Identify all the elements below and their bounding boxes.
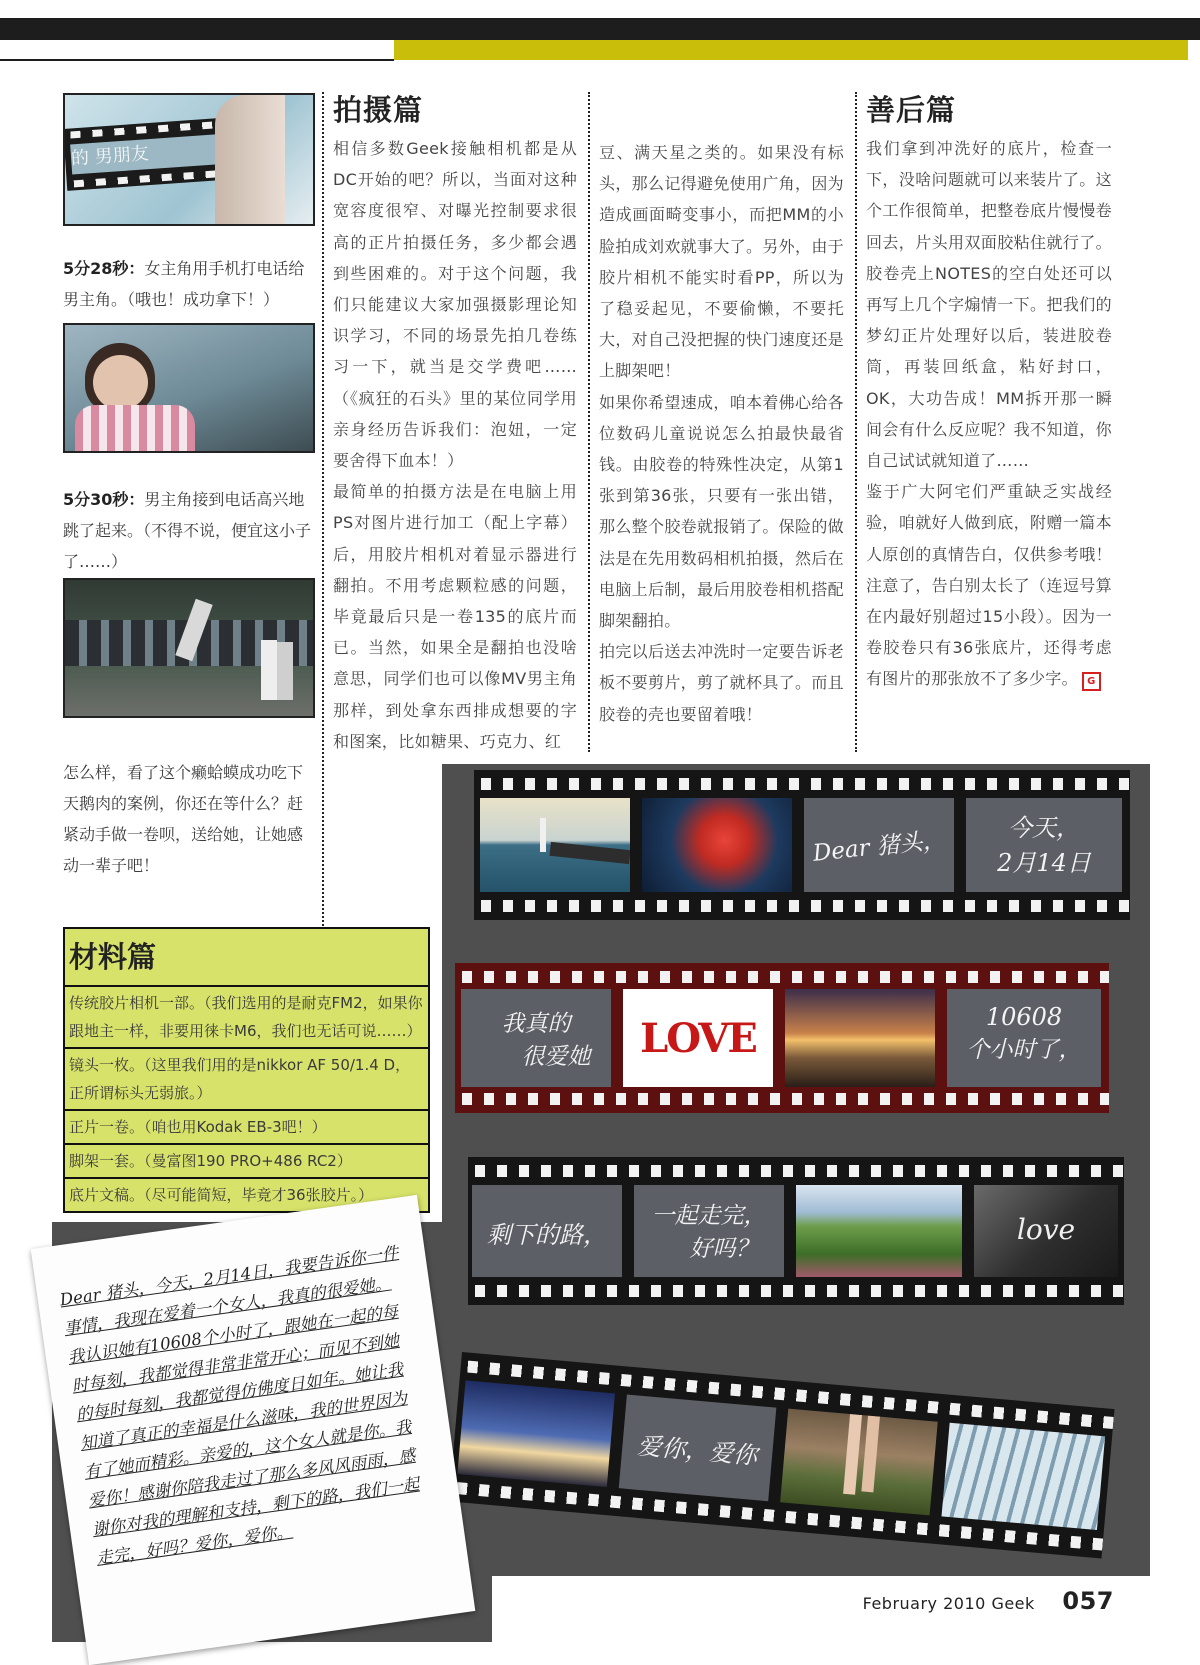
film-frame-legs-grass [780, 1409, 938, 1516]
section-title-shooting: 拍摄篇 [333, 93, 424, 127]
paragraph: 我们拿到冲洗好的底片，检查一下，没啥问题就可以来装片了。这个工作很简单，把整卷底片慢慢卷回去，片头用双面胶粘住就行了。胶卷壳上NOTES的空白处还可以再写上几个字煽情一下。把我们的梦幻正片处理好以后，装进胶卷筒，再装回纸盒，粘好封口，OK，大功告成！MM拆开那一瞬间会有什么反应呢？我不知道，你自己试试就知道了…… [866, 139, 1112, 471]
film-frame-text: 我真的 [501, 1011, 571, 1037]
section-title-aftercare: 善后篇 [866, 93, 957, 127]
paragraph: 拍完以后送去冲洗时一定要告诉老板不要剪片，剪了就杯具了。而且胶卷的壳也要留着哦！ [599, 642, 844, 724]
caption-530 [63, 484, 313, 577]
aftercare-body [866, 133, 1112, 695]
mv-still-boy-jumping [63, 578, 315, 718]
film-frame-flower-field [796, 1185, 962, 1277]
materials-item: 镜头一枚。（这里我们用的是nikkor AF 50/1.4 D，正所谓标头无弱旅。） [65, 1049, 428, 1111]
film-frame-text: 一起走完， [651, 1203, 767, 1229]
film-frame-text: 今天， [1008, 814, 1080, 842]
film-frame-love-logo [623, 989, 773, 1087]
caption-conclusion: 怎么样，看了这个癞蛤蟆成功吃下天鹅肉的案例，你还在等什么？赶紧动手做一卷呗，送给她，让她感动一辈子吧！ [63, 763, 304, 875]
film-frame-text: 个小时了， [966, 1037, 1082, 1063]
film-piece [63, 117, 237, 191]
column-divider [855, 92, 857, 752]
film-frame-sunset-beach [785, 989, 935, 1087]
pier-shape [549, 842, 630, 864]
love-logo-text: LOVE [640, 1015, 756, 1062]
caption-time: 5分30秒： [63, 490, 145, 509]
mv-still-girl-phone [63, 323, 315, 453]
film-frame-red-flower [642, 798, 792, 892]
film-piece-text: 的 男朋友 [70, 134, 230, 175]
hand-shape [215, 95, 285, 224]
materials-item: 脚架一套。（曼富图190 PRO+486 RC2） [65, 1145, 428, 1179]
materials-box [63, 927, 430, 1213]
paragraph: 最简单的拍摄方法是在电脑上用PS对图片进行加工（配上字幕）后，用胶片相机对着显示器进行翻拍。不用考虑颗粒感的问题，毕竟最后只是一卷135的底片而已。当然，如果全是翻拍也没啥意思，同学们也可以像MV男主角那样，到处拿东西排成想要的字和图案，比如糖果、巧克力、红 [333, 482, 577, 751]
caption-time: 5分28秒： [63, 259, 145, 278]
film-frame-date [966, 798, 1122, 892]
girl-face [93, 355, 148, 410]
paragraph-text: 鉴于广大阿宅们严重缺乏实战经验，咱就好人做到底，附赠一篇本人原创的真情告白，仅供参考哦！注意了，告白别太长了（连逗号算在内最好别超过15小段）。因为一卷胶卷只有36张底片，还得考虑有图片的那张放不了多少字。 [866, 482, 1112, 689]
end-mark-icon: G [1082, 672, 1101, 691]
film-frame-text: 2月14日 [997, 849, 1091, 877]
film-frame-love-her [461, 989, 611, 1087]
letter-text: Dear 猪头，今天，2月14日，我要告诉你一件事情，我现在爱着一个女人，我真的很爱她。我认识她有10608个小时了，跟她在一起的每时每刻，我都觉得非常非常开心；而见不到她的每时每刻，我都觉得仿佛度日如年。她让我知道了真正的幸福是什么滋味，我的世界因为有了她而精彩。亲爱的，这个女人就是你。我爱你！感谢你陪我走过了那么多风风雨雨，感谢你对我的理解和支持，剩下的路，我们一起走完，好吗？爱你，爱你。 [58, 1243, 421, 1568]
film-frame-text: 剩下的路， [487, 1221, 607, 1249]
caption-528 [63, 253, 313, 315]
film-frame-lighthouse [480, 798, 630, 892]
footer-year: 2010 [943, 1594, 986, 1613]
materials-item: 传统胶片相机一部。（我们选用的是耐克FM2，如果你跟地主一样，非要用徕卡M6，我们也无话可说……） [65, 987, 428, 1049]
film-frame-hours [947, 989, 1101, 1087]
film-frame-text: 10608 [985, 1003, 1063, 1031]
film-frame-dear [804, 798, 954, 892]
leg-shape [843, 1414, 862, 1495]
shooting-section [333, 88, 577, 757]
shooting-body [333, 133, 577, 757]
caption-text: 男主角接到电话高兴地跳了起来。（不得不说，便宜这小子了……） [63, 490, 312, 571]
film-frame-text: 爱你，爱你 [636, 1431, 759, 1471]
paragraph [866, 476, 1112, 694]
walking-figure [277, 642, 293, 700]
film-frame-text: 很爱她 [521, 1044, 591, 1070]
materials-item: 底片文稿。（尽可能简短，毕竟才36张胶片。） [69, 1186, 374, 1204]
caption-text: 女主角用手机打电话给男主角。（哦也！成功拿下！） [63, 259, 305, 309]
header-black-bar [0, 18, 1200, 40]
materials-item: 正片一卷。（咱也用Kodak EB-3吧！） [65, 1111, 428, 1145]
letter-note [31, 1195, 476, 1665]
paragraph: 豆、满天星之类的。如果没有标头，那么记得避免使用广角，因为造成画面畸变事小，而把MM的小脸拍成刘欢就事大了。另外，由于胶片相机不能实时看PP，所以为了稳妥起见，不要偷懒，不要托大，对自己没把握的快门速度还是上脚架吧！ [599, 143, 844, 381]
page-number: 057 [1062, 1587, 1114, 1615]
header-rule [0, 59, 394, 61]
film-frame-love-you [619, 1395, 777, 1502]
film-frame-keyboard [974, 1185, 1118, 1277]
header-yellow-bar [394, 40, 1188, 60]
shooting-body-continued [599, 137, 844, 730]
film-frame-together [634, 1185, 784, 1277]
film-frame-fence [941, 1423, 1105, 1530]
film-frame-road [472, 1185, 622, 1277]
page-footer [863, 1587, 1114, 1615]
film-frame-text: 好吗？ [689, 1236, 759, 1262]
column-divider [322, 92, 324, 930]
column-divider [588, 92, 590, 752]
film-strip-3 [468, 1157, 1124, 1305]
film-frame-dusk-sky [457, 1380, 615, 1487]
footer-magazine: Geek [991, 1594, 1035, 1613]
keyboard-love-text: love [1016, 1213, 1076, 1246]
film-frame-text: Dear 猪头， [811, 827, 947, 867]
aftercare-section [866, 88, 1112, 695]
film-strip-2 [455, 963, 1109, 1113]
girl-shirt [75, 405, 195, 453]
film-strip-1 [474, 770, 1130, 920]
lighthouse-shape [540, 818, 546, 852]
paragraph: 如果你希望速成，咱本着佛心给各位数码儿童说说怎么拍最快最省钱。由胶卷的特殊性决定，从第1张到第36张，只要有一张出错，那么整个胶卷就报销了。保险的做法是在先用数码相机拍摄，然后在电脑上后制，最后用胶卷相机搭配脚架翻拍。 [599, 392, 844, 631]
leg-shape [861, 1416, 880, 1493]
footer-month: February [862, 1594, 938, 1613]
section-title-materials: 材料篇 [65, 929, 428, 987]
paragraph: 相信多数Geek接触相机都是从DC开始的吧？所以，当面对这种宽容度很窄、对曝光控制要求很高的正片拍摄任务，多少都会遇到些困难的。对于这个问题，我们只能建议大家加强摄影理论知识学习，不同的场景先拍几卷练习一下，就当是交学费吧……（《疯狂的石头》里的某位同学用亲身经历告诉我们：泡妞，一定要舍得下血本！） [333, 139, 577, 471]
walking-figure [261, 640, 277, 700]
mv-still-film-hand [63, 93, 315, 226]
